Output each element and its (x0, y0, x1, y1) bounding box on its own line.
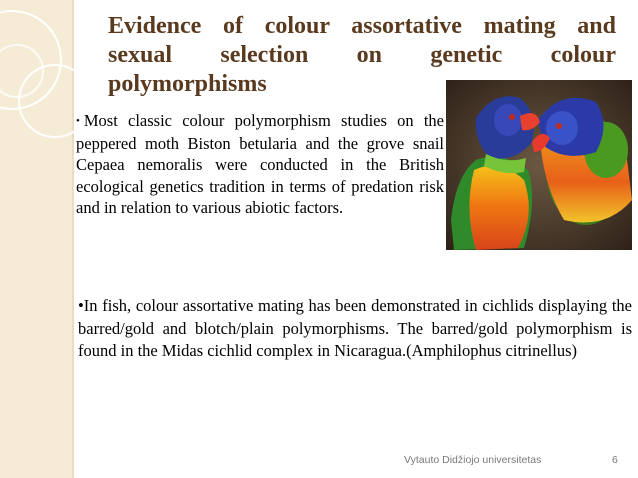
page-number: 6 (612, 454, 618, 466)
slide-title-line: sexual selection on genetic colour (108, 42, 616, 68)
slide-title-line: Evidence of colour assortative mating and (108, 13, 616, 39)
bullet-paragraph-1 (76, 110, 444, 219)
bullet-paragraph-2: •In fish, colour assortative mating has been demonstrated in cichlids displaying the barred/gold and blotch/plain polymorphisms. The barred/gold polymorphism is found in the Midas cichlid complex in Nicaragua.(Amphilophus citrinellus) (78, 296, 632, 360)
bullet-text: Most classic colour polymorphism studies on the peppered moth Biston betularia and the grove snail Cepaea nemoralis were conducted in the British ecological genetics tradition in terms of predation risk and in relation to various abiotic factors. (76, 111, 444, 217)
slide-title-line: polymorphisms (108, 71, 267, 97)
lorikeet-photo (446, 80, 632, 250)
footer-institution: Vytauto Didžiojo universitetas (404, 454, 542, 466)
bullet-marker: • (76, 115, 80, 127)
